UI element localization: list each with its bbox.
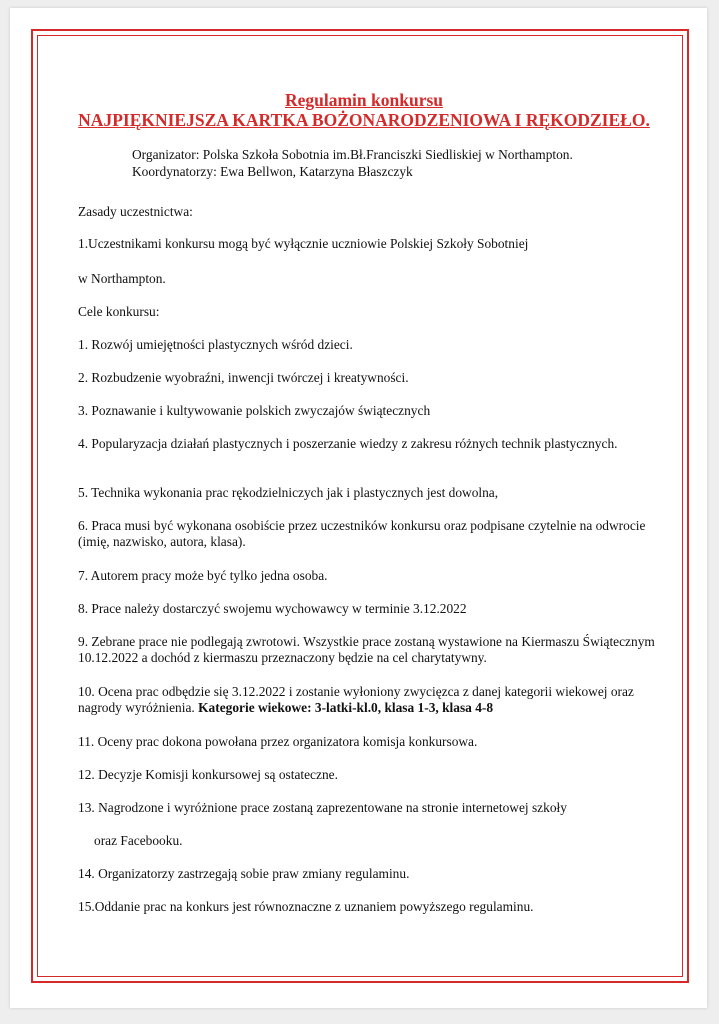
- list-item: 7. Autorem pracy może być tylko jedna osoba.: [78, 568, 328, 583]
- document-page: [10, 8, 707, 1008]
- title-line-1: Regulamin konkursu: [284, 90, 444, 110]
- list-item-10: [78, 684, 668, 716]
- list-item: 9. Zebrane prace nie podlegają zwrotowi. Wszystkie prace zostaną wystawione na Kiermaszu Świątecznym 10.12.2022 a dochód z kiermaszu przeznaczony będzie na cel charytatywny.: [78, 634, 655, 665]
- list-item: 14. Organizatorzy zastrzegają sobie praw zmiany regulaminu.: [78, 866, 410, 881]
- organizer-line: Organizator: Polska Szkoła Sobotnia im.Bł.Franciszki Siedliskiej w Northampton.: [132, 147, 573, 162]
- list-item: 15.Oddanie prac na konkurs jest równoznaczne z uznaniem powyższego regulaminu.: [78, 899, 534, 914]
- title-line-2: NAJPIĘKNIEJSZA KARTKA BOŻONARODZENIOWA I RĘKODZIEŁO.: [78, 110, 650, 130]
- list-item: 2. Rozbudzenie wyobraźni, inwencji twórczej i kreatywności.: [78, 370, 409, 385]
- list-item: 12. Decyzje Komisji konkursowej są ostateczne.: [78, 767, 338, 782]
- list-item: 6. Praca musi być wykonana osobiście przez uczestników konkursu oraz podpisane czytelnie na odwrocie (imię, nazwisko, autora, klasa).: [78, 518, 646, 549]
- document-content: [78, 90, 668, 980]
- item-10-text: 10. Ocena prac odbędzie się 3.12.2022 i zostanie wyłoniony zwycięzca z danej kategorii wiekowej oraz nagrody wyróżnienia.: [78, 684, 634, 715]
- list-item-13-line-1: 13. Nagrodzone i wyróżnione prace zostaną zaprezentowane na stronie internetowej szkoły: [78, 800, 567, 815]
- rules-heading: Zasady uczestnictwa:: [78, 204, 193, 219]
- age-categories: Kategorie wiekowe: 3-latki-kl.0, klasa 1-3, klasa 4-8: [198, 700, 494, 715]
- rule-1-line-1: 1.Uczestnikami konkursu mogą być wyłącznie uczniowie Polskiej Szkoły Sobotniej: [78, 236, 529, 251]
- list-item-13-line-2: oraz Facebooku.: [94, 833, 183, 848]
- list-item: 5. Technika wykonania prac rękodzielniczych jak i plastycznych jest dowolna,: [78, 485, 499, 500]
- meta-block: [132, 146, 668, 180]
- coordinators-line: Koordynatorzy: Ewa Bellwon, Katarzyna Błaszczyk: [132, 164, 413, 179]
- list-item: 4. Popularyzacja działań plastycznych i poszerzanie wiedzy z zakresu różnych technik plastycznych.: [78, 436, 618, 451]
- list-item: 11. Oceny prac dokona powołana przez organizatora komisja konkursowa.: [78, 734, 478, 749]
- list-item: 8. Prace należy dostarczyć swojemu wychowawcy w terminie 3.12.2022: [78, 601, 467, 616]
- list-item: 3. Poznawanie i kultywowanie polskich zwyczajów świątecznych: [78, 403, 431, 418]
- rule-1-line-2: w Northampton.: [78, 271, 166, 286]
- goals-heading: Cele konkursu:: [78, 304, 160, 319]
- body-paragraphs: [78, 180, 668, 980]
- list-item: 1. Rozwój umiejętności plastycznych wśród dzieci.: [78, 337, 353, 352]
